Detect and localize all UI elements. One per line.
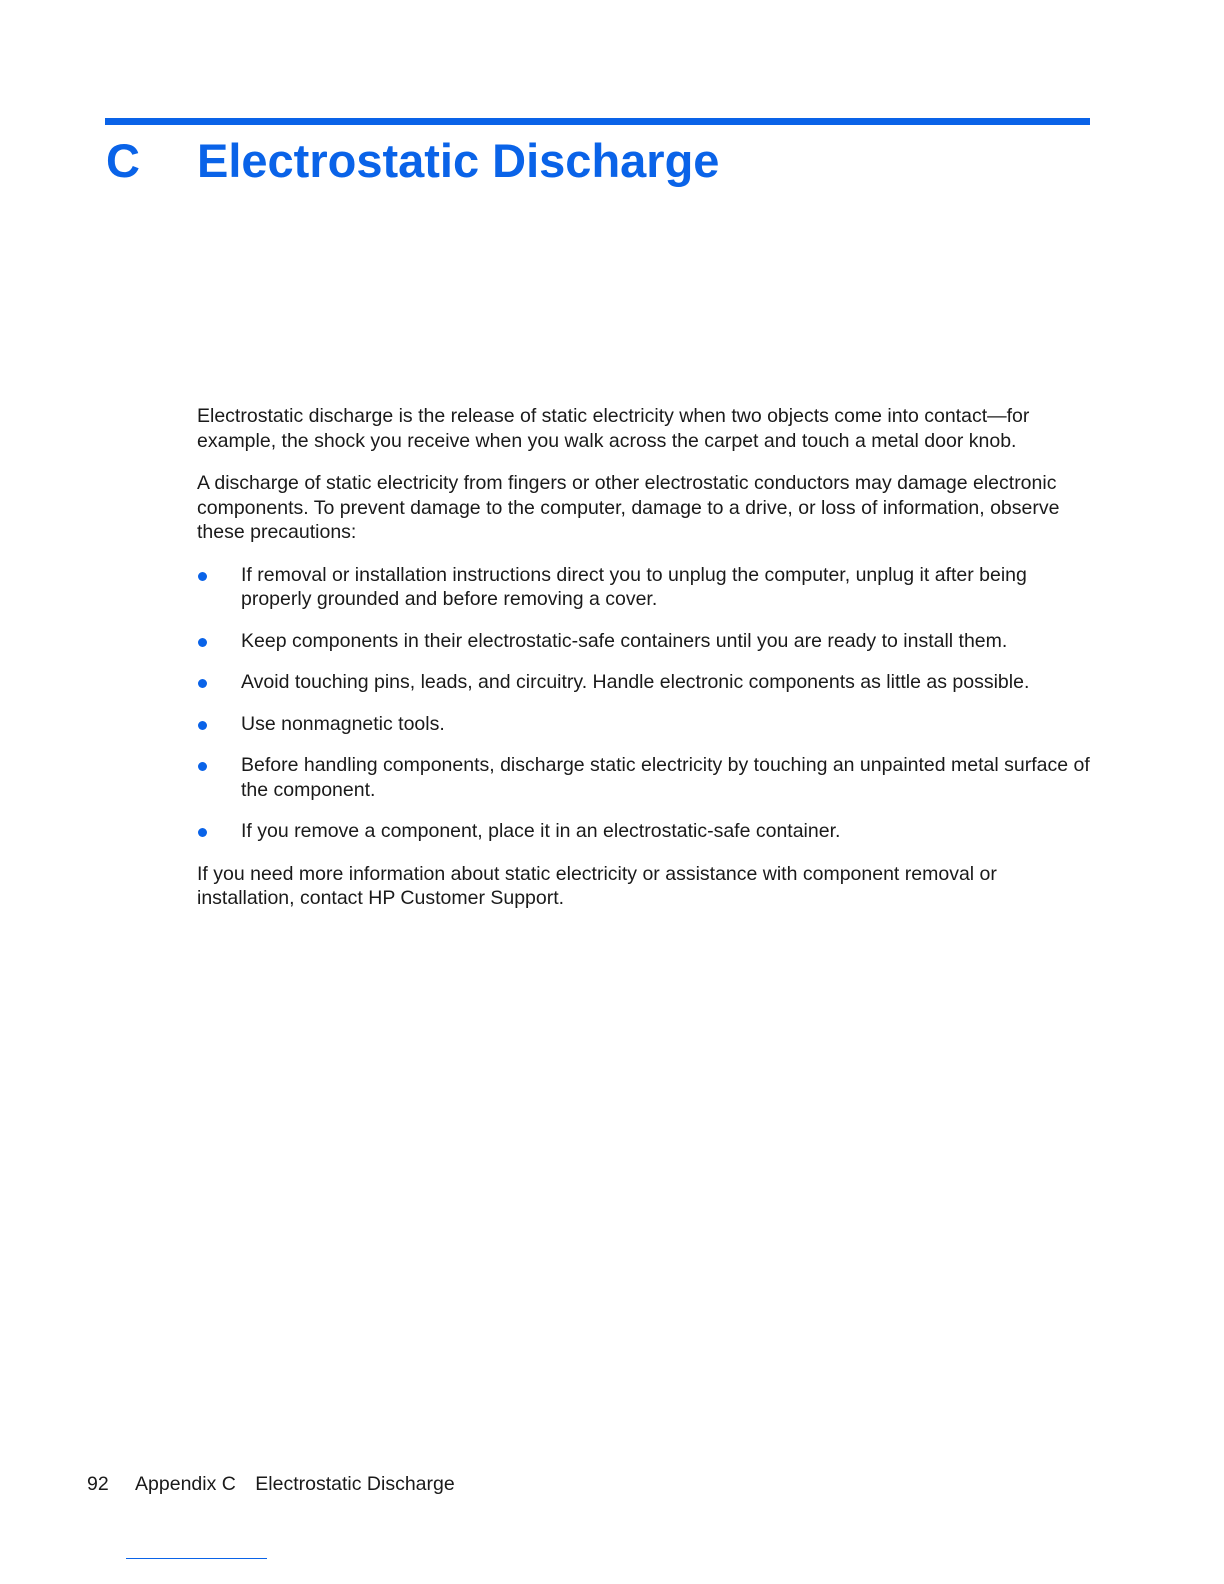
list-item-text: If removal or installation instructions direct you to unplug the computer, unplug it after being properly grounded and before removing a cover. bbox=[241, 563, 1027, 610]
list-item bbox=[197, 819, 1092, 844]
bullet-icon bbox=[198, 572, 207, 581]
page-footer bbox=[87, 1472, 455, 1496]
closing-paragraph: If you need more information about static electricity or assistance with component removal or installation, contact HP Customer Support. bbox=[197, 862, 997, 909]
bullet-icon bbox=[198, 638, 207, 647]
list-item bbox=[197, 670, 1092, 695]
warning-paragraph: A discharge of static electricity from fingers or other electrostatic conductors may damage electronic components. To prevent damage to the computer, damage to a drive, or loss of information, observe these precautions: bbox=[197, 472, 1060, 543]
list-item-text: Before handling components, discharge static electricity by touching an unpainted metal surface of the component. bbox=[241, 754, 1090, 801]
chapter-top-rule bbox=[105, 118, 1090, 125]
intro-paragraph: Electrostatic discharge is the release of static electricity when two objects come into contact—for example, the shock you receive when you walk across the carpet and touch a metal door knob. bbox=[197, 405, 1030, 452]
chapter-title: Electrostatic Discharge bbox=[197, 134, 720, 187]
bullet-icon bbox=[198, 828, 207, 837]
list-item-text: Keep components in their electrostatic-safe containers until you are ready to install them. bbox=[241, 629, 1008, 652]
page-number: 92 bbox=[87, 1473, 109, 1495]
precautions-list bbox=[197, 563, 1092, 844]
list-item bbox=[197, 563, 1092, 612]
footer-appendix-label: Appendix C bbox=[135, 1473, 236, 1495]
bullet-icon bbox=[198, 762, 207, 771]
bullet-icon bbox=[198, 679, 207, 688]
list-item-text: Avoid touching pins, leads, and circuitry. Handle electronic components as little as possible. bbox=[241, 671, 1030, 693]
list-item-text: If you remove a component, place it in an electrostatic-safe container. bbox=[241, 820, 841, 842]
chapter-letter: C bbox=[106, 134, 140, 187]
bullet-icon bbox=[198, 721, 207, 730]
footer-rule bbox=[126, 1558, 267, 1559]
body-content bbox=[197, 404, 1092, 929]
list-item bbox=[197, 753, 1092, 802]
list-item-text: Use nonmagnetic tools. bbox=[241, 712, 445, 735]
list-item bbox=[197, 629, 1092, 654]
list-item bbox=[197, 712, 1092, 737]
footer-section-title: Electrostatic Discharge bbox=[255, 1473, 455, 1495]
